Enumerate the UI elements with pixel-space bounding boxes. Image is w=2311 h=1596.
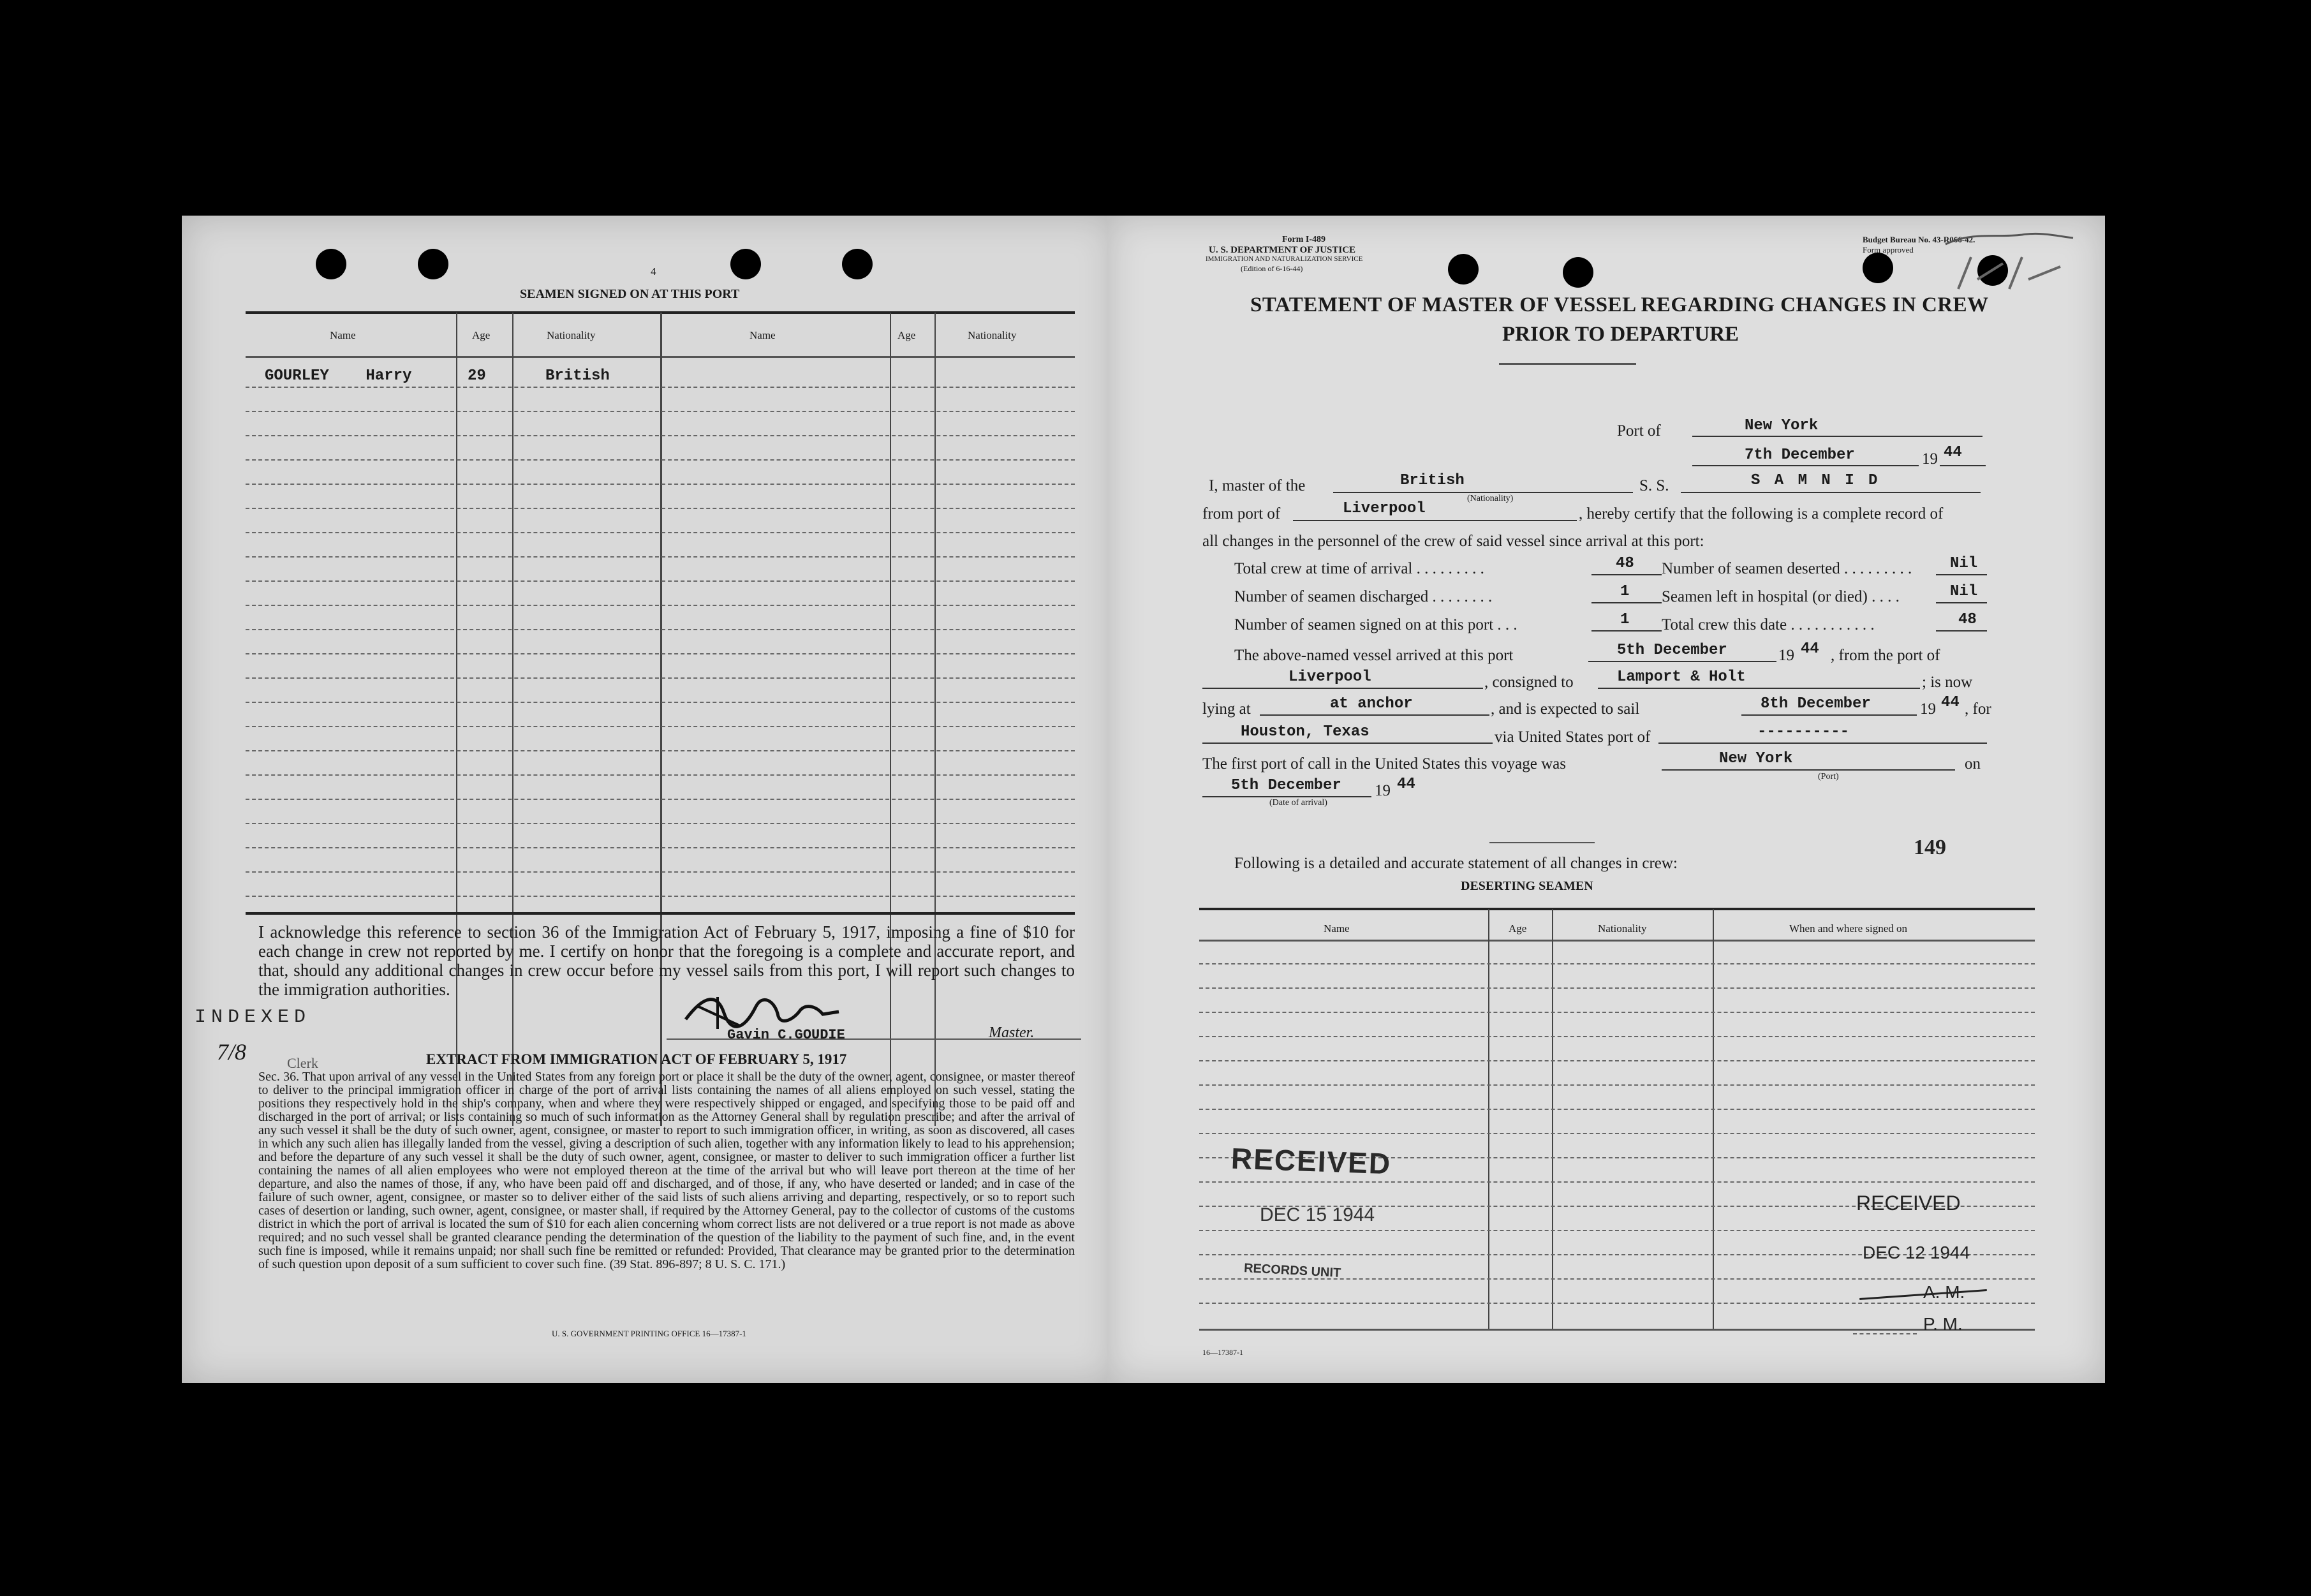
row-rule <box>246 387 1075 388</box>
stat-line <box>1591 602 1662 603</box>
first-port-label: The first port of call in the United States this voyage was <box>1202 755 1567 772</box>
for-label: , for <box>1965 700 1991 718</box>
received-stamp-2: RECEIVED <box>1856 1192 1961 1215</box>
sail-date-line <box>1741 714 1917 716</box>
total-crew-date-label: Total crew this date . . . . . . . . . . . <box>1662 616 1875 633</box>
first-port-line <box>1662 769 1955 771</box>
ship-name-line <box>1681 492 1981 493</box>
nationality-caption: (Nationality) <box>1467 494 1514 503</box>
from-port-of-label: , from the port of <box>1831 647 1940 664</box>
year-line <box>1940 465 1986 466</box>
row-rule <box>246 605 1075 606</box>
column-header-age: Age <box>472 329 491 341</box>
punch-hole <box>1563 257 1593 288</box>
date-caption: (Date of arrival) <box>1269 798 1327 808</box>
row-rule <box>1199 1012 2035 1013</box>
pm-label: P. M. <box>1923 1314 1963 1334</box>
via-label: via United States port of <box>1495 728 1651 746</box>
row-rule <box>246 653 1075 654</box>
row-rule <box>246 508 1075 509</box>
certify-text-2: all changes in the personnel of the crew of said vessel since arrival at this port: <box>1202 533 1704 550</box>
am-label: A. M. <box>1923 1282 1965 1302</box>
extract-text: Sec. 36. That upon arrival of any vessel in the United States from any foreign port or place it shall be the duty of the owner, agent, consignee, or master thereof to deliver to the principal immigration officer in charge of the port of arrival lists containing the names of all aliens employed on such vessel, stating the positions they respectively hold in the ship's company, when and where they were respectively shipped or engaged, and specifying those to be paid off and discharged in the port of arrival; or lists containing so much of such information as the Attorney General shall by regulation prescribe; and after the arrival of any such vessel it shall be the duty of such owner, agent, consignee, or master to report to such immigration officer, in writing, as soon as discovered, all cases in which any such alien has illegally landed from the vessel, giving a description of such alien, together with any information likely to lead to his apprehension; and before the departure of any such vessel it shall be the duty of such owner, agent, consignee, or master to deliver to such immigration officer a further list containing the names of all alien employees who were not employed thereon at the time of the arrival but who will leave port thereon at the time of her departure, and also the names of those, if any, who have been paid off and discharged, and of those, if any, who have deserted or landed; and in case of the failure of such owner, agent, consignee, or master so to deliver either of the said lists of such aliens arriving and departing, respectively, or so to report such cases of desertion or landing, such owner, agent, consignee, or master shall, if required by the Attorney General, pay to the collector of customs of the customs district in which the port of arrival is located the sum of $10 for each alien concerning whom correct lists are not delivered or a true report is not made as above required; and no such vessel shall be granted clearance pending the determination of the question of the liability to the payment of such fine, and, in the event such fine is imposed, while it remains unpaid; nor shall such fine be remitted or refunded: Provided, That clearance may be granted prior to the determination of such question upon deposit of a sum sufficient to cover such fine. (39 Stat. 896-897; 8 U. S. C. 171.) <box>258 1070 1075 1271</box>
stat-line <box>1591 630 1662 632</box>
hospital-label: Seamen left in hospital (or died) . . . . <box>1662 588 1900 605</box>
arrived-from-value: Liverpool <box>1288 669 1371 686</box>
department: U. S. DEPARTMENT OF JUSTICE <box>1209 245 1356 255</box>
row-rule <box>1199 987 2035 989</box>
lying-at-label: lying at <box>1202 700 1251 718</box>
first-port-value: New York <box>1719 750 1793 767</box>
col-divider <box>1552 909 1553 1330</box>
form-title-line2: PRIOR TO DEPARTURE <box>1502 323 1739 346</box>
stat-line <box>1591 574 1662 575</box>
signed-on-value: 1 <box>1620 611 1630 628</box>
master-label: Master. <box>989 1024 1035 1041</box>
punch-hole <box>418 249 448 279</box>
punch-hole <box>842 249 873 279</box>
edition: (Edition of 6-16-44) <box>1241 264 1303 273</box>
stat-line <box>1936 630 1987 632</box>
row-rule <box>1199 1230 2035 1231</box>
date-line <box>1692 465 1919 466</box>
from-port-line <box>1293 520 1577 521</box>
via-line <box>1658 743 1987 744</box>
left-page <box>182 216 1116 1383</box>
total-crew-arrival-value: 48 <box>1616 555 1634 572</box>
arrived-year: 44 <box>1801 640 1819 658</box>
total-crew-arrival-label: Total crew at time of arrival . . . . . . . . . <box>1234 560 1484 577</box>
consigned-line <box>1598 688 1920 689</box>
nationality-line <box>1333 492 1633 493</box>
form-approved: Form approved <box>1863 245 1914 255</box>
signed-on-label: Number of seamen signed on at this port . . . <box>1234 616 1517 633</box>
received-stamp: RECEIVED <box>1230 1141 1392 1181</box>
year-prefix: 19 <box>1920 700 1936 718</box>
form-title-line1: STATEMENT OF MASTER OF VESSEL REGARDING CHANGES IN CREW <box>1250 293 1989 316</box>
row-rule <box>1199 1133 2035 1134</box>
sail-date: 8th December <box>1761 695 1871 713</box>
section-title: SEAMEN SIGNED ON AT THIS PORT <box>520 287 740 301</box>
row-rule <box>246 823 1075 824</box>
punch-hole <box>1448 254 1479 284</box>
deserting-title: DESERTING SEAMEN <box>1461 879 1593 893</box>
deserting-col-name: Name <box>1324 922 1350 935</box>
separator-rule <box>1489 842 1595 843</box>
form-number: Form I-489 <box>1282 235 1326 244</box>
row-rule <box>1199 963 2035 964</box>
consigned-label: , consigned to <box>1484 674 1574 691</box>
row-rule <box>246 847 1075 848</box>
expected-label: , and is expected to sail <box>1491 700 1640 718</box>
handwritten-annotation <box>1933 219 2079 308</box>
vessel-nationality: British <box>1400 472 1465 489</box>
master-name: Gavin C.GOUDIE <box>727 1027 845 1043</box>
printer-line: U. S. GOVERNMENT PRINTING OFFICE 16—17387-1 <box>552 1329 746 1338</box>
deserting-col-age: Age <box>1509 922 1527 935</box>
table-bottom-rule <box>246 912 1075 915</box>
seaman-nationality: British <box>545 367 610 385</box>
service: IMMIGRATION AND NATURALIZATION SERVICE <box>1206 255 1363 263</box>
arrived-label: The above-named vessel arrived at this port <box>1234 647 1514 664</box>
acknowledgement-text: I acknowledge this reference to section 36 of the Immigration Act of February 5, 1917, imposing a fine of $10 for each change in crew not reported by me. I certify on honor that the foregoing is a complete and accurate report, and that, should any additional changes in crew occur before my vessel sails from this port, I will report such changes to the immigration authorities. <box>258 922 1075 999</box>
arrival-date-line <box>1202 796 1371 797</box>
punch-hole <box>316 249 346 279</box>
deserting-col-signed-on: When and where signed on <box>1789 922 1908 935</box>
indexed-stamp: INDEXED <box>195 1007 311 1028</box>
year-prefix: 19 <box>1375 782 1391 799</box>
punch-hole <box>1863 253 1893 283</box>
arrived-from-line <box>1202 688 1483 689</box>
pm-dots <box>1853 1333 1917 1334</box>
row-rule <box>246 435 1075 436</box>
row-rule <box>246 629 1075 630</box>
row-rule <box>246 750 1075 751</box>
arrival-date-value: 5th December <box>1231 777 1341 794</box>
ship-name: S A M N I D <box>1751 472 1880 489</box>
year-prefix: 19 <box>1922 450 1938 468</box>
row-rule <box>246 774 1075 776</box>
row-rule <box>246 702 1075 703</box>
from-port-label: from port of <box>1202 505 1281 522</box>
received-stamp-2-date: DEC 12 1944 <box>1863 1243 1970 1262</box>
port-of-value: New York <box>1745 417 1819 434</box>
statement-year: 44 <box>1944 444 1962 461</box>
column-header-nationality-2: Nationality <box>968 329 1017 341</box>
destination-value: Houston, Texas <box>1241 723 1370 741</box>
from-port-value: Liverpool <box>1343 500 1426 517</box>
stat-line <box>1936 602 1987 603</box>
statement-date: 7th December <box>1745 447 1855 464</box>
destination-line <box>1202 743 1493 744</box>
discharged-value: 1 <box>1620 583 1630 600</box>
is-now-label: ; is now <box>1922 674 1973 691</box>
row-rule <box>1199 1109 2035 1110</box>
row-rule <box>1199 1060 2035 1061</box>
row-rule <box>1199 1303 2035 1304</box>
total-crew-date-value: 48 <box>1958 611 1977 628</box>
budget-bureau: Budget Bureau No. 43-R066-42. <box>1863 235 1975 244</box>
via-port-value: ---------- <box>1757 723 1850 741</box>
certify-text: , hereby certify that the following is a complete record of <box>1579 505 1944 522</box>
col-divider <box>1488 909 1489 1330</box>
arrival-year: 44 <box>1397 776 1415 793</box>
row-rule <box>246 896 1075 897</box>
deserting-table-top <box>1199 908 2035 910</box>
col-divider <box>1713 909 1714 1330</box>
deserted-value: Nil <box>1950 555 1978 572</box>
lying-at-value: at anchor <box>1330 695 1413 713</box>
punch-hole <box>730 249 761 279</box>
deserted-label: Number of seamen deserted . . . . . . . . . <box>1662 560 1912 577</box>
lying-at-line <box>1260 714 1489 716</box>
seaman-age: 29 <box>468 367 486 385</box>
seaman-name: GOURLEY Harry <box>265 367 412 385</box>
column-header-name: Name <box>330 329 356 341</box>
received-stamp-date: DEC 15 1944 <box>1260 1204 1375 1225</box>
row-rule <box>246 677 1075 679</box>
row-rule <box>1199 1084 2035 1086</box>
stamp-number: 149 <box>1914 836 1946 859</box>
on-label: on <box>1965 755 1981 772</box>
consigned-to-value: Lamport & Holt <box>1617 669 1746 686</box>
arrived-date: 5th December <box>1617 642 1727 659</box>
deserting-header-rule <box>1199 940 2035 942</box>
sail-year: 44 <box>1941 694 1960 711</box>
column-header-age-2: Age <box>897 329 916 341</box>
clerk-initials: 7/8 <box>217 1039 247 1065</box>
row-rule <box>246 580 1075 582</box>
clerk-label: Clerk <box>287 1055 318 1071</box>
printer-line-right: 16—17387-1 <box>1202 1348 1243 1357</box>
ss-label: S. S. <box>1639 477 1669 494</box>
row-rule <box>246 411 1075 412</box>
column-header-nationality: Nationality <box>547 329 596 341</box>
right-page <box>1107 216 2105 1383</box>
column-header-name-2: Name <box>749 329 776 341</box>
row-rule <box>246 459 1075 461</box>
port-of-line <box>1692 436 1982 437</box>
stat-line <box>1936 574 1987 575</box>
records-unit-stamp: RECORDS UNIT <box>1243 1261 1341 1280</box>
row-rule <box>1199 1036 2035 1037</box>
hospital-value: Nil <box>1950 583 1978 600</box>
deserting-table-bottom <box>1199 1329 2035 1331</box>
discharged-label: Number of seamen discharged . . . . . . . . <box>1234 588 1493 605</box>
row-rule <box>246 484 1075 485</box>
master-of-label: I, master of the <box>1209 477 1306 494</box>
title-underline <box>1499 363 1636 365</box>
following-text: Following is a detailed and accurate statement of all changes in crew: <box>1234 855 1678 872</box>
row-rule <box>246 532 1075 533</box>
row-rule <box>246 871 1075 873</box>
row-rule <box>246 799 1075 800</box>
port-caption: (Port) <box>1818 772 1839 781</box>
deserting-col-nationality: Nationality <box>1598 922 1647 935</box>
arrived-date-line <box>1588 661 1776 662</box>
row-rule <box>1199 1181 2035 1183</box>
row-rule <box>246 726 1075 727</box>
year-prefix: 19 <box>1778 647 1794 664</box>
extract-title: EXTRACT FROM IMMIGRATION ACT OF FEBRUARY 5, 1917 <box>426 1051 847 1067</box>
page-number: 4 <box>651 265 656 277</box>
row-rule <box>246 556 1075 558</box>
port-of-label: Port of <box>1617 422 1661 440</box>
